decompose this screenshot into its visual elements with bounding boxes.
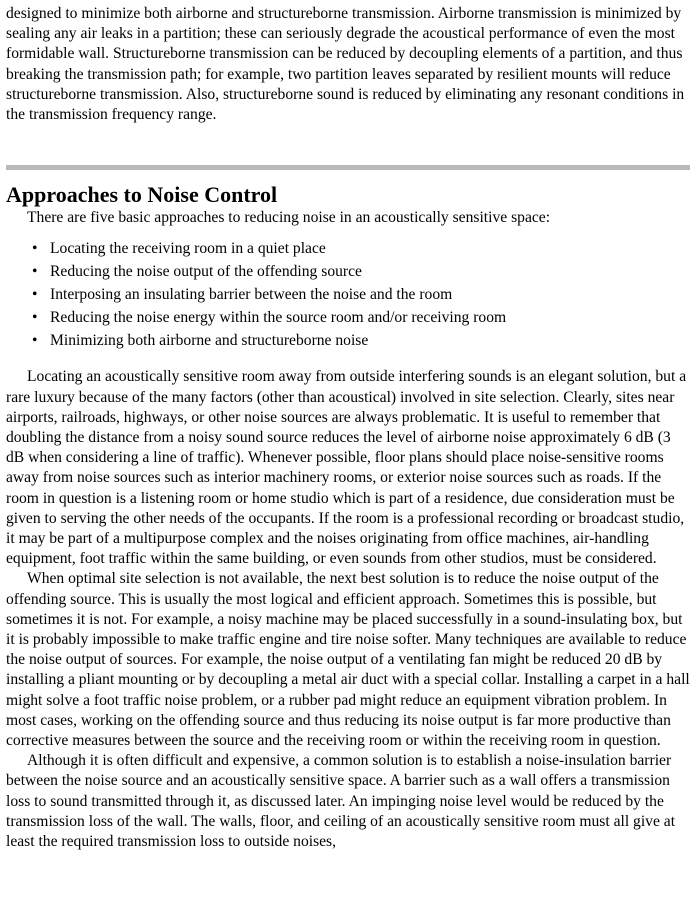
document-page — [6, 0, 690, 852]
bullet-icon: • — [32, 309, 38, 327]
list-item — [6, 262, 690, 285]
list-item — [6, 331, 690, 354]
list-item-text: Reducing the noise energy within the source room and/or receiving room — [50, 309, 507, 327]
bullet-icon: • — [32, 332, 38, 350]
body-paragraph: Although it is often difficult and expensive, a common solution is to establish a noise-insulation barrier between the noise source and an acoustically sensitive space. A barrier such as a wall offers a transmission loss to sound transmitted through it, as discussed later. An impinging noise level would be reduced by the transmission loss of the wall. The walls, floor, and ceiling of an acoustically sensitive room must all give at least the required transmission loss to outside noises, — [6, 752, 676, 851]
body-paragraph: When optimal site selection is not available, the next best solution is to reduce the noise output of the offending source. This is usually the most logical and efficient approach. Sometimes this is possible, but sometimes it is not. For example, a noisy machine may be placed successfully in a sound-insulating box, but it is probably impossible to make traffic engine and tire noise softer. Many techniques are available to reduce the noise output of sources. For example, the noise output of a ventilating fan might be reduced 20 dB by installing a pliant mounting or by decoupling a metal air duct with a special collar. Installing a carpet in a hall might solve a foot traffic noise problem, or a rubber pad might reduce an equipment vibration problem. In most cases, working on the offending source and thus reducing its noise output is far more productive than corrective measures between the source and the receiving room or within the receiving room in question. — [6, 570, 690, 750]
body-paragraph: Locating an acoustically sensitive room away from outside interfering sounds is an elegant solution, but a rare luxury because of the many factors (other than acoustical) involved in site selection. Clearly, sites near airports, railroads, highways, or other noise sources are always problematic. It is useful to remember that doubling the distance from a noisy sound source reduces the level of airborne noise approximately 6 dB (3 dB when considering a line of traffic). Whenever possible, floor plans should place noise-sensitive rooms away from noise sources such as interior machinery rooms, or exterior noise sources such as roads. If the room in question is a listening room or home studio which is part of a residence, due consideration must be given to serving the other needs of the occupants. If the room is a professional recording or broadcast studio, it may be part of a multipurpose complex and the noises originating from office machines, air-handling equipment, foot traffic within the same building, or even sounds from other studios, must be considered. — [6, 368, 687, 568]
list-item-text: Locating the receiving room in a quiet place — [50, 240, 326, 258]
bullet-icon: • — [32, 240, 38, 258]
bullet-icon: • — [32, 286, 38, 304]
list-item-text: Interposing an insulating barrier between the noise and the room — [50, 286, 453, 304]
section-body — [6, 367, 690, 852]
bullet-icon: • — [32, 263, 38, 281]
list-item — [6, 285, 690, 308]
section-lead: There are five basic approaches to reducing noise in an acoustically sensitive space: — [27, 209, 551, 227]
list-item — [6, 239, 690, 262]
section-divider — [6, 165, 690, 170]
list-item-text: Minimizing both airborne and structureborne noise — [50, 332, 369, 350]
approaches-list — [6, 239, 690, 354]
intro-paragraph: designed to minimize both airborne and structureborne transmission. Airborne transmission is minimized by sealing any air leaks in a partition; these can seriously degrade the acoustical performance of even the most formidable wall. Structureborne transmission can be reduced by decoupling elements of a partition, and thus breaking the transmission path; for example, two partition leaves separated by resilient mounts will reduce structureborne transmission. Also, structureborne sound is reduced by eliminating any resonant conditions in the transmission frequency range. — [6, 5, 685, 124]
list-item — [6, 308, 690, 331]
section-heading: Approaches to Noise Control — [6, 182, 278, 208]
list-item-text: Reducing the noise output of the offending source — [50, 263, 362, 281]
